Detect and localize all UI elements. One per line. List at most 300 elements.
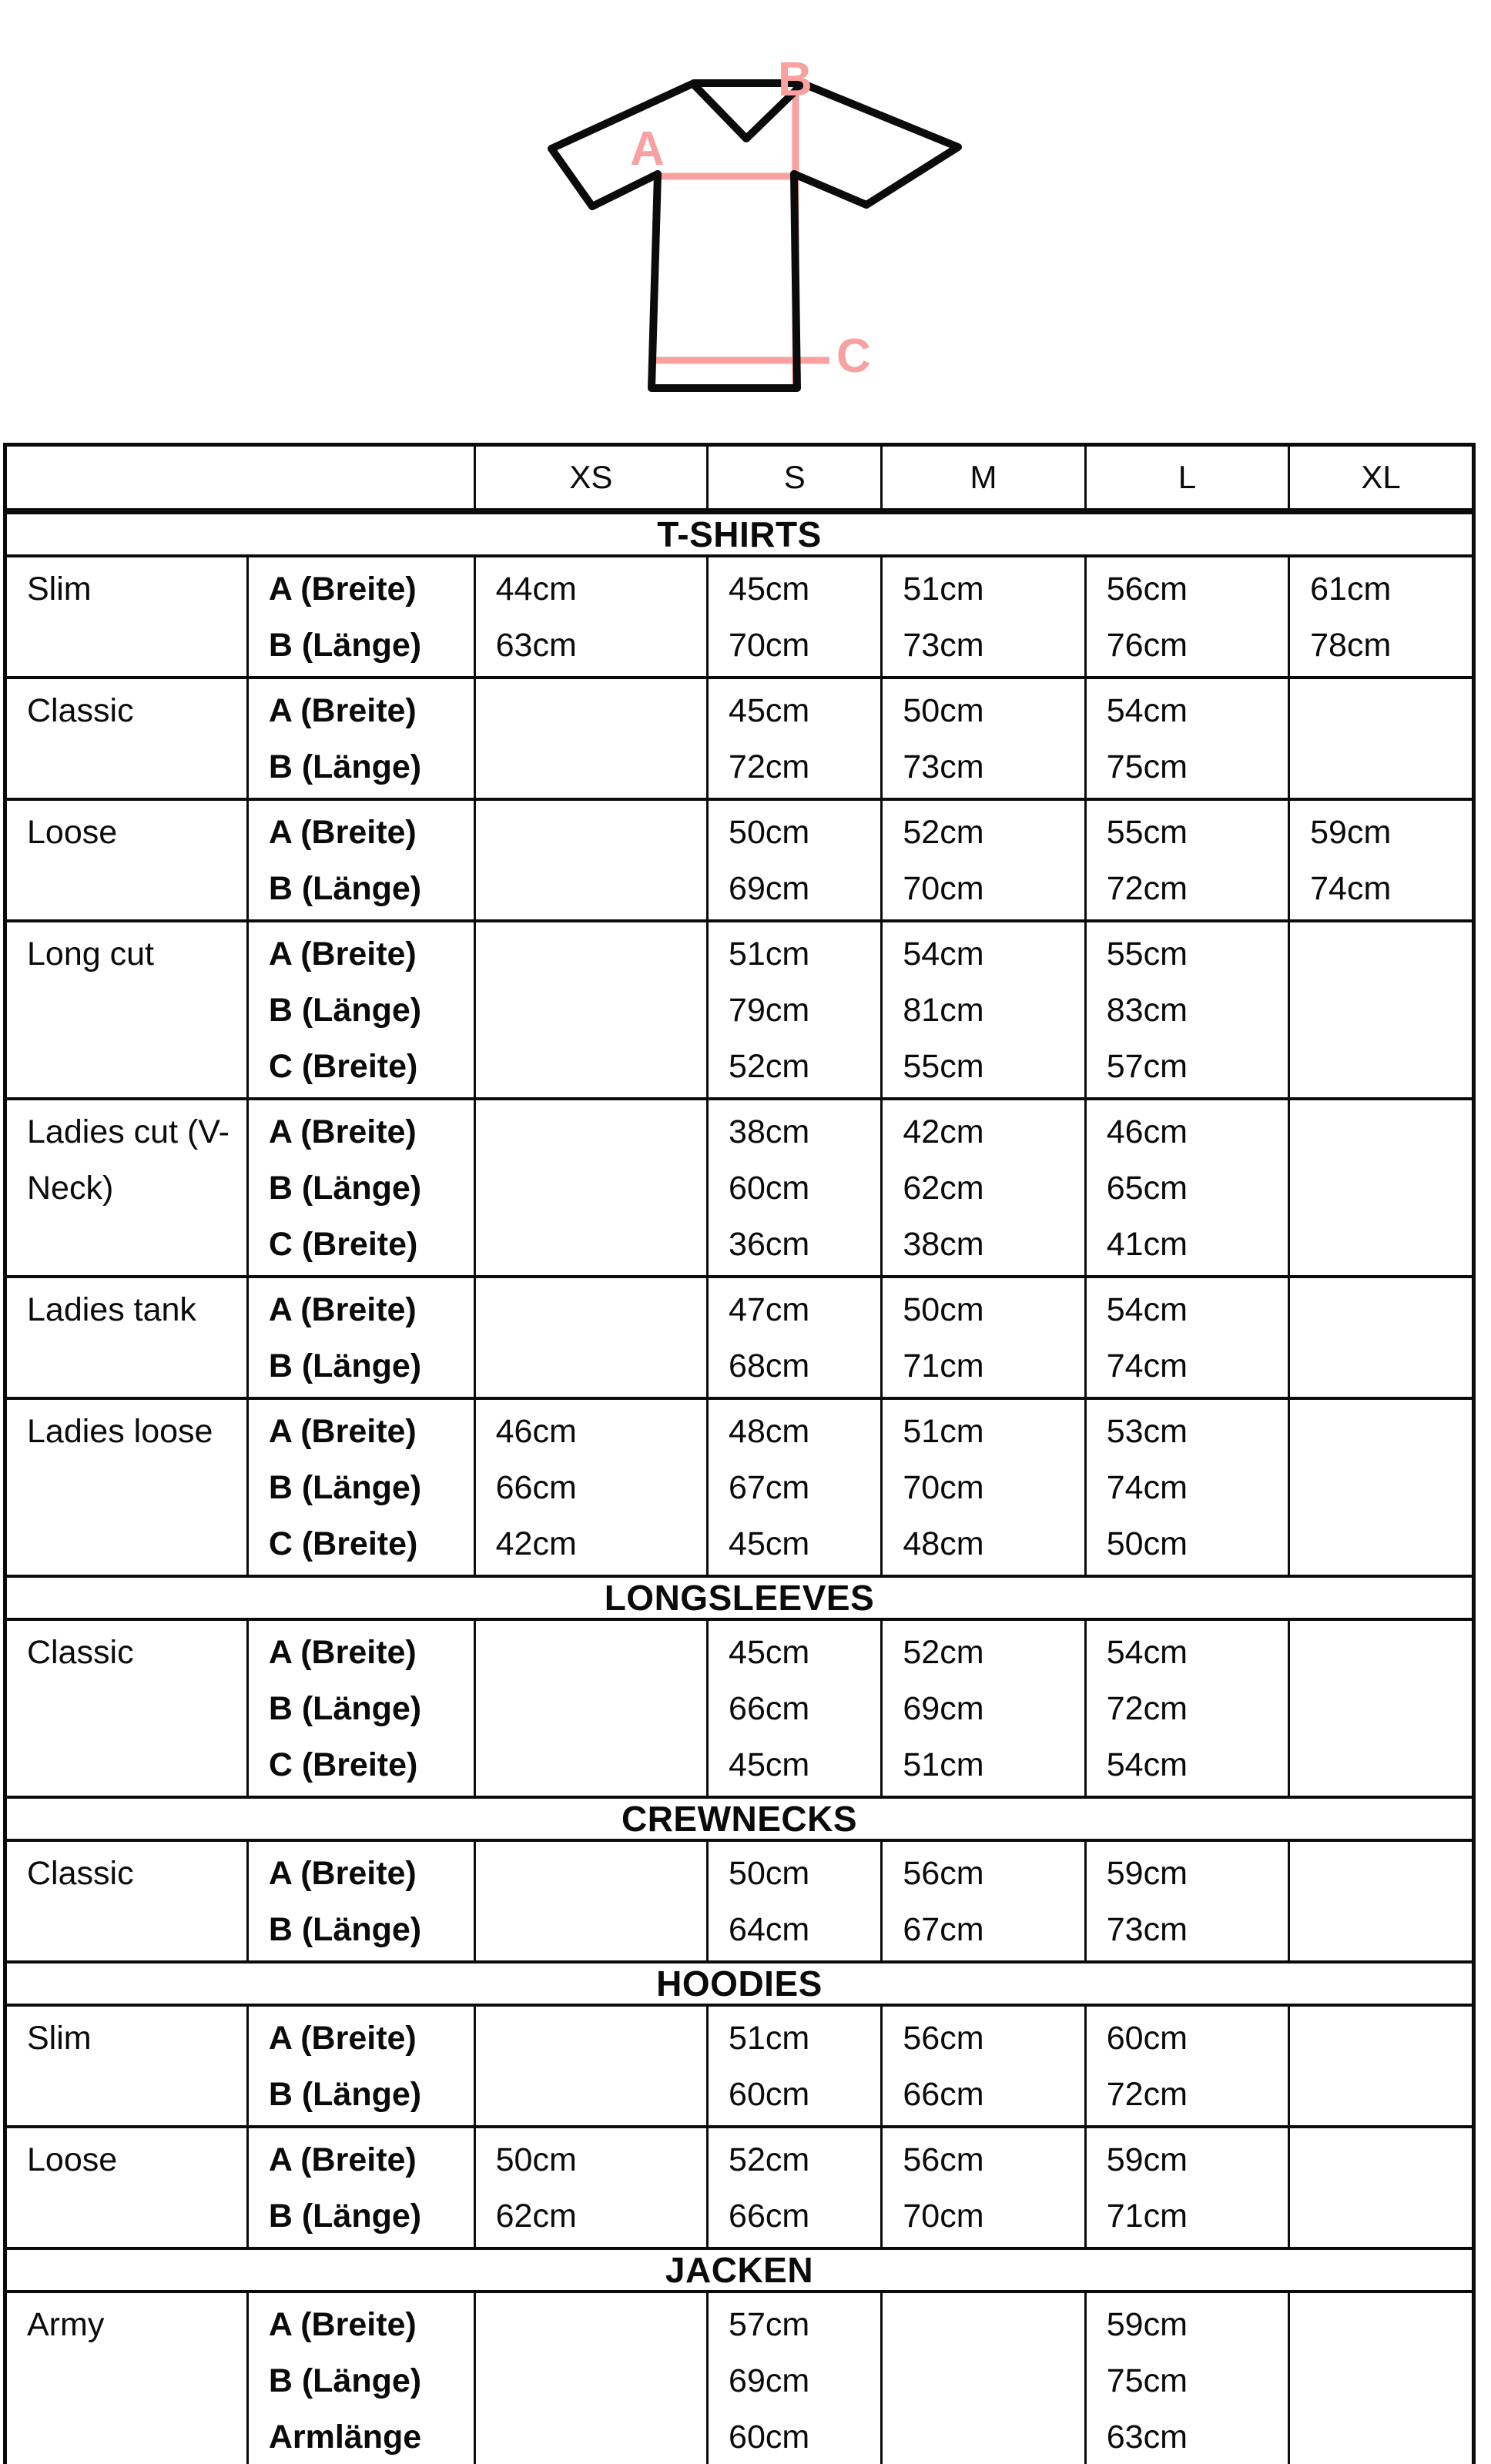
measurement-value: 51cm (729, 2020, 810, 2057)
measurement-value: 56cm (903, 2020, 984, 2057)
measurement-value: 66cm (903, 2076, 984, 2113)
value-cell-l (1087, 2007, 1290, 2125)
measurement-value (476, 1625, 706, 1681)
value-cell-xs (476, 1100, 709, 1275)
measure-label: A (Breite) (268, 936, 417, 973)
value-cell-xl (1290, 922, 1472, 1097)
measurement-value: 70cm (903, 2198, 984, 2235)
value-cell-l (1087, 2293, 1290, 2464)
measurement-value: 51cm (903, 1746, 984, 1783)
measurement-value: 57cm (729, 2306, 810, 2343)
measurement-value (1290, 1516, 1472, 1572)
measurement-value (1290, 983, 1472, 1039)
fit-name-cell (7, 1842, 249, 1960)
measure-label-cell (249, 1100, 476, 1275)
measurement-value: 67cm (903, 1911, 984, 1948)
measure-label: B (Länge) (268, 870, 422, 907)
measurement-value (1290, 1737, 1472, 1793)
measure-label-cell (249, 2128, 476, 2247)
measurement-value: 59cm (1106, 1855, 1188, 1892)
measurement-value (476, 1160, 706, 1217)
measurement-value: 56cm (903, 1855, 984, 1892)
measurement-value: 78cm (1310, 627, 1392, 664)
section-title: T-SHIRTS (7, 511, 1472, 557)
measurement-value: 60cm (729, 1170, 810, 1207)
measure-label: C (Breite) (268, 1226, 418, 1263)
fit-name-cell (7, 1400, 249, 1575)
measurement-value: 61cm (1310, 571, 1392, 608)
fit-name-cell (7, 1621, 249, 1796)
value-cell-xs (476, 1621, 709, 1796)
measurement-value: 50cm (903, 1291, 984, 1328)
value-cell-s (709, 922, 883, 1097)
group-row (7, 798, 1472, 919)
measure-label-cell (249, 1621, 476, 1796)
measurement-value: 62cm (495, 2198, 577, 2235)
measurement-value: 50cm (1106, 1525, 1188, 1562)
group-row (7, 919, 1472, 1097)
measurement-labels (630, 53, 871, 383)
measurement-value: 74cm (1106, 1348, 1188, 1384)
measurement-value: 42cm (495, 1525, 577, 1562)
measure-label-cell (249, 1400, 476, 1575)
measurement-value: 50cm (903, 692, 984, 729)
measurement-value (476, 1104, 706, 1160)
fit-name: Slim (27, 2020, 92, 2057)
measurement-value (1290, 1338, 1472, 1394)
value-cell-l (1087, 679, 1290, 798)
value-cell-l (1087, 1400, 1290, 1575)
group-row (7, 2007, 1472, 2125)
measurement-value: 71cm (1106, 2198, 1188, 2235)
group-row (7, 1397, 1472, 1575)
measurement-value: 53cm (1106, 1413, 1188, 1450)
value-cell-xl (1290, 801, 1472, 919)
measurement-value: 52cm (729, 2141, 810, 2178)
measure-label: A (Breite) (268, 1113, 417, 1150)
value-cell-xs (476, 679, 709, 798)
measurement-value: 70cm (903, 1469, 984, 1506)
measurement-value: 79cm (729, 992, 810, 1029)
measurement-value (1290, 2353, 1472, 2409)
measurement-value: 64cm (729, 1911, 810, 1948)
measurement-value: 55cm (1106, 814, 1188, 851)
measurement-value: 51cm (903, 1413, 984, 1450)
size-header-xl: XL (1361, 459, 1401, 495)
measurement-value: 45cm (729, 1634, 810, 1671)
measurement-value: 55cm (903, 1048, 984, 1085)
measurement-value: 52cm (903, 1634, 984, 1671)
fit-name: Ladies tank (27, 1291, 196, 1328)
size-header-l: L (1087, 447, 1290, 508)
measurement-value: 63cm (495, 627, 577, 664)
measurement-value: 74cm (1106, 1469, 1188, 1506)
size-header-s: S (709, 447, 883, 508)
measurement-value: 38cm (729, 1113, 810, 1150)
measurement-value (1290, 739, 1472, 795)
measurement-value: 66cm (729, 1690, 810, 1727)
fit-name: Long cut (27, 936, 154, 973)
measurement-value: 36cm (729, 1226, 810, 1263)
value-cell-xl (1290, 557, 1472, 676)
measurement-value (883, 2353, 1084, 2409)
measure-label: A (Breite) (268, 692, 417, 729)
measurement-value: 66cm (729, 2198, 810, 2235)
fit-name: Slim (27, 571, 92, 608)
value-cell-xs (476, 801, 709, 919)
table-header-row (7, 447, 1472, 511)
measurement-value (476, 2297, 706, 2353)
measurement-value: 54cm (903, 936, 984, 973)
measurement-value: 60cm (729, 2076, 810, 2113)
measure-label: B (Länge) (268, 1690, 422, 1727)
measurement-value: 38cm (903, 1226, 984, 1263)
measure-label: B (Länge) (268, 2076, 422, 2113)
value-cell-xl (1290, 2293, 1472, 2464)
value-cell-xl (1290, 1842, 1472, 1960)
value-cell-xl (1290, 1621, 1472, 1796)
fit-name-cell (7, 2007, 249, 2125)
value-cell-l (1087, 801, 1290, 919)
measurement-value: 66cm (495, 1469, 577, 1506)
measure-label: B (Länge) (268, 1469, 422, 1506)
value-cell-xs (476, 1842, 709, 1960)
value-cell-xl (1290, 2007, 1472, 2125)
value-cell-xs (476, 1400, 709, 1575)
measure-label: A (Breite) (268, 2020, 417, 2057)
fit-name: Neck) (27, 1170, 114, 1207)
measurement-value: 73cm (1106, 1911, 1188, 1948)
value-cell-s (709, 2128, 883, 2247)
value-cell-xs (476, 2128, 709, 2247)
measure-label: B (Länge) (268, 748, 422, 785)
size-header-xs: XS (476, 447, 709, 508)
section-title: LONGSLEEVES (7, 1575, 1472, 1621)
measurement-value (476, 739, 706, 795)
measurement-value (1290, 926, 1472, 983)
measurement-value: 45cm (729, 1746, 810, 1783)
value-cell-xs (476, 557, 709, 676)
group-row (7, 1842, 1472, 1960)
measurement-value: 73cm (903, 748, 984, 785)
measurement-value: 51cm (729, 936, 810, 973)
value-cell-s (709, 1842, 883, 1960)
measurement-value: 41cm (1106, 1226, 1188, 1263)
value-cell-xl (1290, 1400, 1472, 1575)
measure-label-cell (249, 1842, 476, 1960)
measure-label: B (Länge) (268, 2362, 422, 2399)
value-cell-m (883, 801, 1086, 919)
measure-label-cell (249, 1278, 476, 1397)
section-title: HOODIES (7, 1960, 1472, 2007)
fit-name: Classic (27, 692, 134, 729)
measurement-value: 65cm (1106, 1170, 1188, 1207)
measure-label-cell (249, 2007, 476, 2125)
measure-label: A (Breite) (268, 2141, 417, 2178)
measurement-value: 60cm (1106, 2020, 1188, 2057)
measure-label: B (Länge) (268, 2198, 422, 2235)
measurement-value (476, 1338, 706, 1394)
measurement-value (476, 861, 706, 917)
measure-label: A (Breite) (268, 1634, 417, 1671)
measurement-value (883, 2409, 1084, 2464)
measurement-value (476, 805, 706, 861)
value-cell-l (1087, 1621, 1290, 1796)
value-cell-m (883, 1842, 1086, 1960)
value-cell-m (883, 1278, 1086, 1397)
value-cell-m (883, 679, 1086, 798)
measurement-value: 68cm (729, 1348, 810, 1384)
measurement-value (476, 2409, 706, 2464)
measurement-value: 67cm (729, 1469, 810, 1506)
value-cell-m (883, 1400, 1086, 1575)
group-row (7, 2125, 1472, 2247)
measurement-value: 47cm (729, 1291, 810, 1328)
measure-label-cell (249, 801, 476, 919)
value-cell-m (883, 2128, 1086, 2247)
measurement-value (476, 983, 706, 1039)
fit-name-cell (7, 1278, 249, 1397)
measure-label: B (Länge) (268, 992, 422, 1029)
label-a: A (630, 122, 665, 176)
measurement-value (1290, 1625, 1472, 1681)
measurement-value: 42cm (903, 1113, 984, 1150)
measurement-value: 70cm (729, 627, 810, 664)
fit-name: Classic (27, 1855, 134, 1892)
tshirt-diagram-svg (493, 28, 970, 417)
measurement-value (1290, 1681, 1472, 1737)
value-cell-xl (1290, 1100, 1472, 1275)
measurement-value: 72cm (729, 748, 810, 785)
measure-label: A (Breite) (268, 1413, 417, 1450)
measurement-value: 52cm (729, 1048, 810, 1085)
measure-label: A (Breite) (268, 2306, 417, 2343)
measurement-value: 83cm (1106, 992, 1188, 1029)
value-cell-l (1087, 1100, 1290, 1275)
measurement-value (1290, 1460, 1472, 1516)
measurement-value: 70cm (903, 870, 984, 907)
value-cell-s (709, 679, 883, 798)
measurement-value: 54cm (1106, 1291, 1188, 1328)
measurement-value (1290, 2010, 1472, 2067)
measurement-value: 46cm (495, 1413, 577, 1450)
measurement-value: 54cm (1106, 1746, 1188, 1783)
measurement-value (1290, 1217, 1472, 1273)
value-cell-s (709, 1400, 883, 1575)
measurement-value: 72cm (1106, 870, 1188, 907)
measurement-value (1290, 2297, 1472, 2353)
measure-label: Armlänge (268, 2419, 422, 2456)
measure-label: C (Breite) (268, 1048, 418, 1085)
measurement-value (1290, 1846, 1472, 1902)
group-row (7, 2293, 1472, 2464)
section-title: JACKEN (7, 2247, 1472, 2293)
fit-name-cell (7, 679, 249, 798)
measure-label: B (Länge) (268, 1348, 422, 1384)
value-cell-m (883, 1100, 1086, 1275)
measurement-value (1290, 2132, 1472, 2188)
fit-name: Loose (27, 2141, 118, 2178)
measurement-value: 62cm (903, 1170, 984, 1207)
measurement-value: 48cm (903, 1525, 984, 1562)
measurement-value: 73cm (903, 627, 984, 664)
value-cell-s (709, 557, 883, 676)
fit-name: Classic (27, 1634, 134, 1671)
measurement-value: 45cm (729, 692, 810, 729)
measurement-value: 52cm (903, 814, 984, 851)
measure-label: B (Länge) (268, 1911, 422, 1948)
measurement-value: 54cm (1106, 692, 1188, 729)
value-cell-l (1087, 922, 1290, 1097)
measurement-value (476, 2353, 706, 2409)
measure-label: B (Länge) (268, 1170, 422, 1207)
value-cell-xl (1290, 679, 1472, 798)
header-empty-cell (7, 447, 476, 508)
measurement-value: 55cm (1106, 936, 1188, 973)
measurement-value: 59cm (1310, 814, 1392, 851)
measurement-value: 75cm (1106, 2362, 1188, 2399)
fit-name-cell (7, 2293, 249, 2464)
measurement-value (476, 2067, 706, 2123)
measurement-value (1290, 1039, 1472, 1095)
measure-label: C (Breite) (268, 1746, 418, 1783)
value-cell-m (883, 2293, 1086, 2464)
measure-label-cell (249, 679, 476, 798)
fit-name: Loose (27, 814, 118, 851)
measure-label: A (Breite) (268, 814, 417, 851)
measurement-value (476, 1217, 706, 1273)
tshirt-outline (551, 83, 958, 388)
value-cell-xl (1290, 1278, 1472, 1397)
measurement-value: 44cm (495, 571, 577, 608)
fit-name-cell (7, 1100, 249, 1275)
measure-label-cell (249, 557, 476, 676)
value-cell-m (883, 1621, 1086, 1796)
measurement-value: 60cm (729, 2419, 810, 2456)
value-cell-xs (476, 2007, 709, 2125)
measurement-value: 81cm (903, 992, 984, 1029)
measure-label: A (Breite) (268, 1855, 417, 1892)
measurement-value: 59cm (1106, 2141, 1188, 2178)
group-row (7, 1275, 1472, 1397)
measurement-value: 72cm (1106, 2076, 1188, 2113)
measurement-value (883, 2297, 1084, 2353)
fit-name-cell (7, 801, 249, 919)
value-cell-m (883, 2007, 1086, 2125)
measurement-value: 59cm (1106, 2306, 1188, 2343)
measure-label-cell (249, 2293, 476, 2464)
measurement-value: 50cm (729, 1855, 810, 1892)
measurement-value: 54cm (1106, 1634, 1188, 1671)
measurement-value (476, 1737, 706, 1793)
measurement-value: 50cm (495, 2141, 577, 2178)
size-table (3, 443, 1476, 2464)
measurement-value (476, 2010, 706, 2067)
measurement-value: 69cm (903, 1690, 984, 1727)
measurement-value (476, 1681, 706, 1737)
value-cell-l (1087, 2128, 1290, 2247)
measurement-value (1290, 2409, 1472, 2464)
measure-label-cell (249, 922, 476, 1097)
value-cell-m (883, 557, 1086, 676)
measurement-value: 51cm (903, 571, 984, 608)
measurement-value: 75cm (1106, 748, 1188, 785)
measurement-value: 71cm (903, 1348, 984, 1384)
fit-name-cell (7, 922, 249, 1097)
measurement-value: 48cm (729, 1413, 810, 1450)
size-header-m: M (883, 447, 1086, 508)
section-title: CREWNECKS (7, 1796, 1472, 1842)
fit-name-cell (7, 557, 249, 676)
measurement-value: 57cm (1106, 1048, 1188, 1085)
measurement-value (476, 1846, 706, 1902)
measurement-value: 50cm (729, 814, 810, 851)
measurement-value (1290, 1104, 1472, 1160)
label-c: C (836, 330, 871, 383)
fit-name: Ladies loose (27, 1413, 213, 1450)
measurement-value (1290, 1902, 1472, 1958)
measurement-value (1290, 683, 1472, 739)
fit-name: Ladies cut (V- (27, 1113, 230, 1150)
group-row (7, 1621, 1472, 1796)
value-cell-l (1087, 1842, 1290, 1960)
measurement-value (476, 1902, 706, 1958)
value-cell-s (709, 1278, 883, 1397)
value-cell-s (709, 1621, 883, 1796)
measurement-value: 74cm (1310, 870, 1392, 907)
group-row (7, 557, 1472, 676)
value-cell-s (709, 1100, 883, 1275)
measurement-value (1290, 1282, 1472, 1338)
measurement-value (476, 1039, 706, 1095)
measure-label: A (Breite) (268, 1291, 417, 1328)
measure-label: B (Länge) (268, 627, 422, 664)
measurement-value: 46cm (1106, 1113, 1188, 1150)
value-cell-xs (476, 2293, 709, 2464)
label-b: B (778, 53, 813, 106)
measure-label: C (Breite) (268, 1525, 418, 1562)
value-cell-xl (1290, 2128, 1472, 2247)
measurement-value (476, 1282, 706, 1338)
fit-name-cell (7, 2128, 249, 2247)
measurement-value: 56cm (903, 2141, 984, 2178)
measure-label: A (Breite) (268, 571, 417, 608)
measurement-value: 72cm (1106, 1690, 1188, 1727)
group-row (7, 1097, 1472, 1275)
value-cell-l (1087, 1278, 1290, 1397)
measurement-value (476, 683, 706, 739)
measurement-value: 76cm (1106, 627, 1188, 664)
value-cell-m (883, 922, 1086, 1097)
measurement-value: 56cm (1106, 571, 1188, 608)
value-cell-xs (476, 922, 709, 1097)
measurement-value (1290, 2067, 1472, 2123)
group-row (7, 676, 1472, 798)
measurement-value: 45cm (729, 1525, 810, 1562)
value-cell-s (709, 801, 883, 919)
value-cell-s (709, 2293, 883, 2464)
tshirt-measurement-diagram (493, 28, 970, 417)
measurement-value: 69cm (729, 2362, 810, 2399)
value-cell-l (1087, 557, 1290, 676)
measurement-value (1290, 1404, 1472, 1460)
measurement-value (1290, 1160, 1472, 1217)
fit-name: Army (27, 2306, 105, 2343)
measurement-value (1290, 2188, 1472, 2245)
value-cell-s (709, 2007, 883, 2125)
measurement-value: 69cm (729, 870, 810, 907)
measurement-value: 63cm (1106, 2419, 1188, 2456)
